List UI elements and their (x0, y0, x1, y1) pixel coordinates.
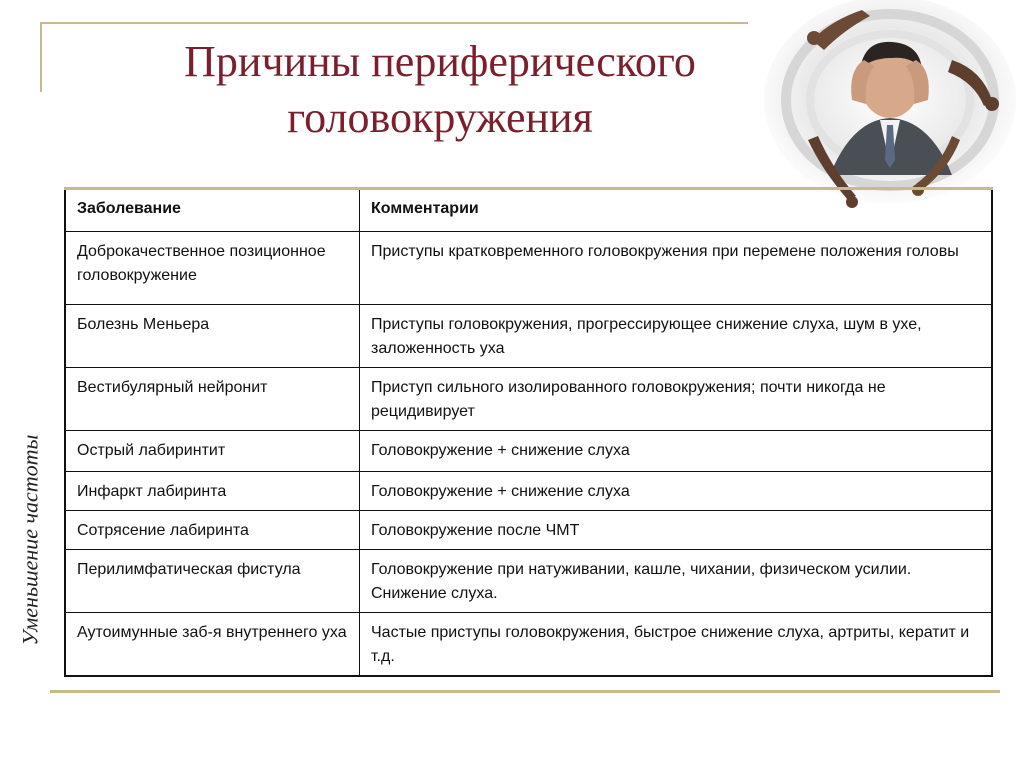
disease-cell: Аутоимунные заб-я внутреннего уха (65, 613, 360, 677)
comment-cell: Головокружение при натуживании, кашле, чихании, физическом усилии. Снижение слуха. (360, 550, 993, 613)
header-comment: Комментарии (360, 188, 993, 232)
comment-cell: Головокружение + снижение слуха (360, 472, 993, 511)
causes-table (64, 187, 993, 677)
bottom-decor-line (50, 690, 1000, 693)
table-row (65, 232, 992, 305)
causes-table-container (64, 187, 993, 677)
disease-cell: Острый лабиринтит (65, 431, 360, 472)
table-header-row (65, 188, 992, 232)
disease-cell: Сотрясение лабиринта (65, 511, 360, 550)
table-row (65, 431, 992, 472)
table-row (65, 368, 992, 431)
top-decor-line (40, 22, 748, 24)
side-label-text: Уменьшение частоты (17, 434, 42, 646)
table-top-accent (64, 187, 993, 190)
table-row (65, 550, 992, 613)
table-row (65, 305, 992, 368)
disease-cell: Инфаркт лабиринта (65, 472, 360, 511)
dizzy-person-illustration (752, 0, 1024, 215)
table-row (65, 511, 992, 550)
disease-cell: Вестибулярный нейронит (65, 368, 360, 431)
disease-cell: Болезнь Меньера (65, 305, 360, 368)
comment-cell: Головокружение после ЧМТ (360, 511, 993, 550)
disease-cell: Доброкачественное позиционное головокружение (65, 232, 360, 305)
title-line-2: головокружения (287, 93, 593, 142)
page-title (40, 34, 840, 146)
comment-cell: Частые приступы головокружения, быстрое снижение слуха, артриты, кератит и т.д. (360, 613, 993, 677)
comment-cell: Головокружение + снижение слуха (360, 431, 993, 472)
comment-cell: Приступ сильного изолированного головокружения; почти никогда не рецидивирует (360, 368, 993, 431)
comment-cell: Приступы головокружения, прогрессирующее снижение слуха, шум в ухе, заложенность уха (360, 305, 993, 368)
table-row (65, 472, 992, 511)
table-row (65, 613, 992, 677)
disease-cell: Перилимфатическая фистула (65, 550, 360, 613)
header-disease: Заболевание (65, 188, 360, 232)
comment-cell: Приступы кратковременного головокружения при перемене положения головы (360, 232, 993, 305)
title-line-1: Причины периферического (184, 37, 696, 86)
frequency-decrease-label (10, 400, 50, 680)
